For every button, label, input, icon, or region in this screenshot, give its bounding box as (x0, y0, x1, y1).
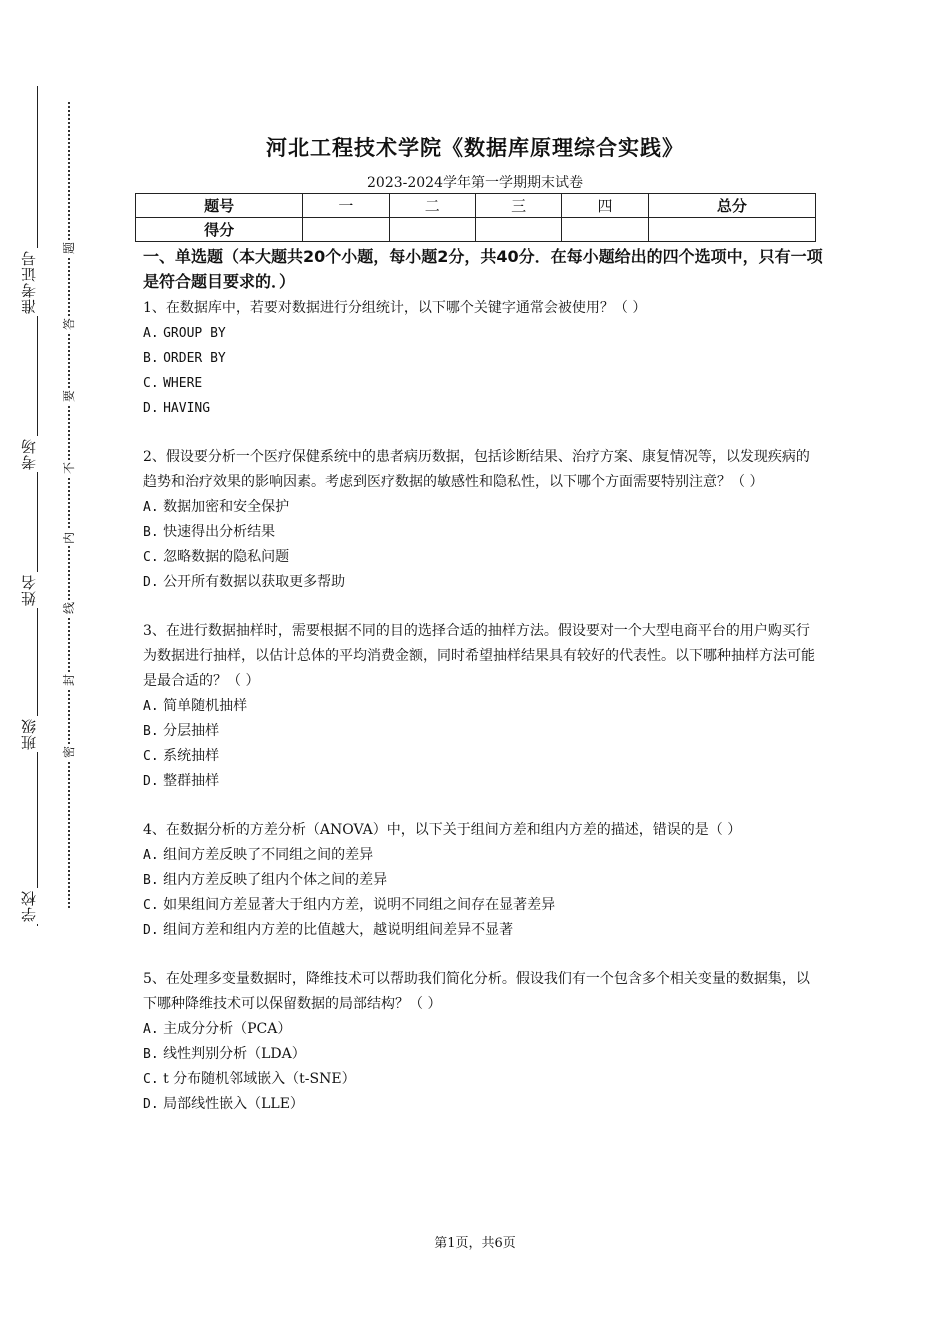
question-text: 5、在处理多变量数据时，降维技术可以帮助我们简化分析。假设我们有一个包含多个相关变量的数据集，以下哪种降维技术可以保留数据的局部结构？（ ） (143, 971, 810, 1012)
score-header-cell: 一 (303, 194, 389, 218)
score-header-cell: 三 (475, 194, 561, 218)
score-cell[interactable] (389, 218, 475, 242)
seal-char: 密 (62, 746, 76, 759)
option-c: C. 系统抽样 (143, 748, 220, 764)
question-4 (143, 818, 823, 943)
name-field-label: 姓名 (22, 572, 50, 608)
score-header-cell: 题号 (136, 194, 303, 218)
score-header-cell: 总分 (648, 194, 815, 218)
exam-room-field-label: 考场 (22, 436, 50, 472)
score-row-label: 得分 (136, 218, 303, 242)
seal-char: 内 (62, 532, 76, 545)
school-field-label: 学校 (22, 888, 50, 924)
seal-char: 题 (62, 242, 76, 255)
option-c: C. t 分布随机邻域嵌入（t-SNE） (143, 1071, 356, 1087)
binding-dotted-line (68, 102, 70, 908)
score-table-header-row (136, 194, 816, 218)
score-cell[interactable] (303, 218, 389, 242)
option-a: A. 数据加密和安全保护 (143, 499, 290, 515)
page-footer: 第1页，共6页 (434, 1236, 516, 1251)
seal-char: 要 (62, 390, 76, 403)
binding-solid-line (37, 86, 38, 926)
score-header-cell: 四 (562, 194, 648, 218)
question-5 (143, 967, 823, 1117)
seal-char: 封 (62, 674, 76, 687)
question-text: 1、在数据库中，若要对数据进行分组统计，以下哪个关键字通常会被使用？（ ） (143, 300, 647, 316)
exam-title: 河北工程技术学院《数据库原理综合实践》 (266, 136, 684, 160)
question-text: 3、在进行数据抽样时，需要根据不同的目的选择合适的抽样方法。假设要对一个大型电商平台的用户购买行为数据进行抽样，以估计总体的平均消费金额，同时希望抽样结果具有较好的代表性。以下哪种抽样方法可能是最合适的？（ ） (143, 623, 815, 689)
class-field-label: 班级 (22, 716, 50, 752)
option-a: A. GROUP BY (143, 326, 226, 341)
option-c: C. 如果组间方差显著大于组内方差，说明不同组之间存在显著差异 (143, 897, 556, 913)
option-a: A. 主成分分析（PCA） (143, 1021, 292, 1037)
score-table-score-row (136, 218, 816, 242)
option-a: A. 组间方差反映了不同组之间的差异 (143, 847, 374, 863)
question-text: 4、在数据分析的方差分析（ANOVA）中，以下关于组间方差和组内方差的描述，错误的是（ ） (143, 822, 742, 838)
score-cell[interactable] (475, 218, 561, 242)
exam-id-field-label: 准考证号 (22, 248, 50, 316)
seal-char: 不 (62, 462, 76, 475)
option-b: B. 组内方差反映了组内个体之间的差异 (143, 872, 388, 888)
option-c: C. 忽略数据的隐私问题 (143, 549, 290, 565)
exam-subtitle: 2023-2024学年第一学期期末试卷 (367, 175, 583, 191)
score-cell[interactable] (648, 218, 815, 242)
seal-char: 答 (62, 318, 76, 331)
question-2 (143, 445, 823, 595)
score-header-cell: 二 (389, 194, 475, 218)
question-text: 2、假设要分析一个医疗保健系统中的患者病历数据，包括诊断结果、治疗方案、康复情况等，以发现疾病的趋势和治疗效果的影响因素。考虑到医疗数据的敏感性和隐私性，以下哪个方面需要特别注意？（ ） (143, 449, 810, 490)
option-b: B. ORDER BY (143, 351, 226, 366)
exam-content (143, 244, 823, 1141)
option-b: B. 分层抽样 (143, 723, 220, 739)
question-3 (143, 619, 823, 794)
option-d: D. HAVING (143, 401, 211, 416)
option-d: D. 整群抽样 (143, 773, 220, 789)
option-d: D. 公开所有数据以获取更多帮助 (143, 574, 346, 590)
question-1 (143, 296, 823, 421)
option-b: B. 快速得出分析结果 (143, 524, 276, 540)
score-cell[interactable] (562, 218, 648, 242)
option-d: D. 组间方差和组内方差的比值越大，越说明组间差异不显著 (143, 922, 514, 938)
option-c: C. WHERE (143, 376, 203, 391)
section-header: 一、单选题（本大题共20个小题，每小题2分，共40分．在每小题给出的四个选项中，只有一项是符合题目要求的．） (143, 247, 823, 291)
option-b: B. 线性判别分析（LDA） (143, 1046, 306, 1062)
seal-char: 线 (62, 602, 76, 615)
option-d: D. 局部线性嵌入（LLE） (143, 1096, 304, 1112)
score-table (135, 193, 816, 242)
option-a: A. 简单随机抽样 (143, 698, 248, 714)
